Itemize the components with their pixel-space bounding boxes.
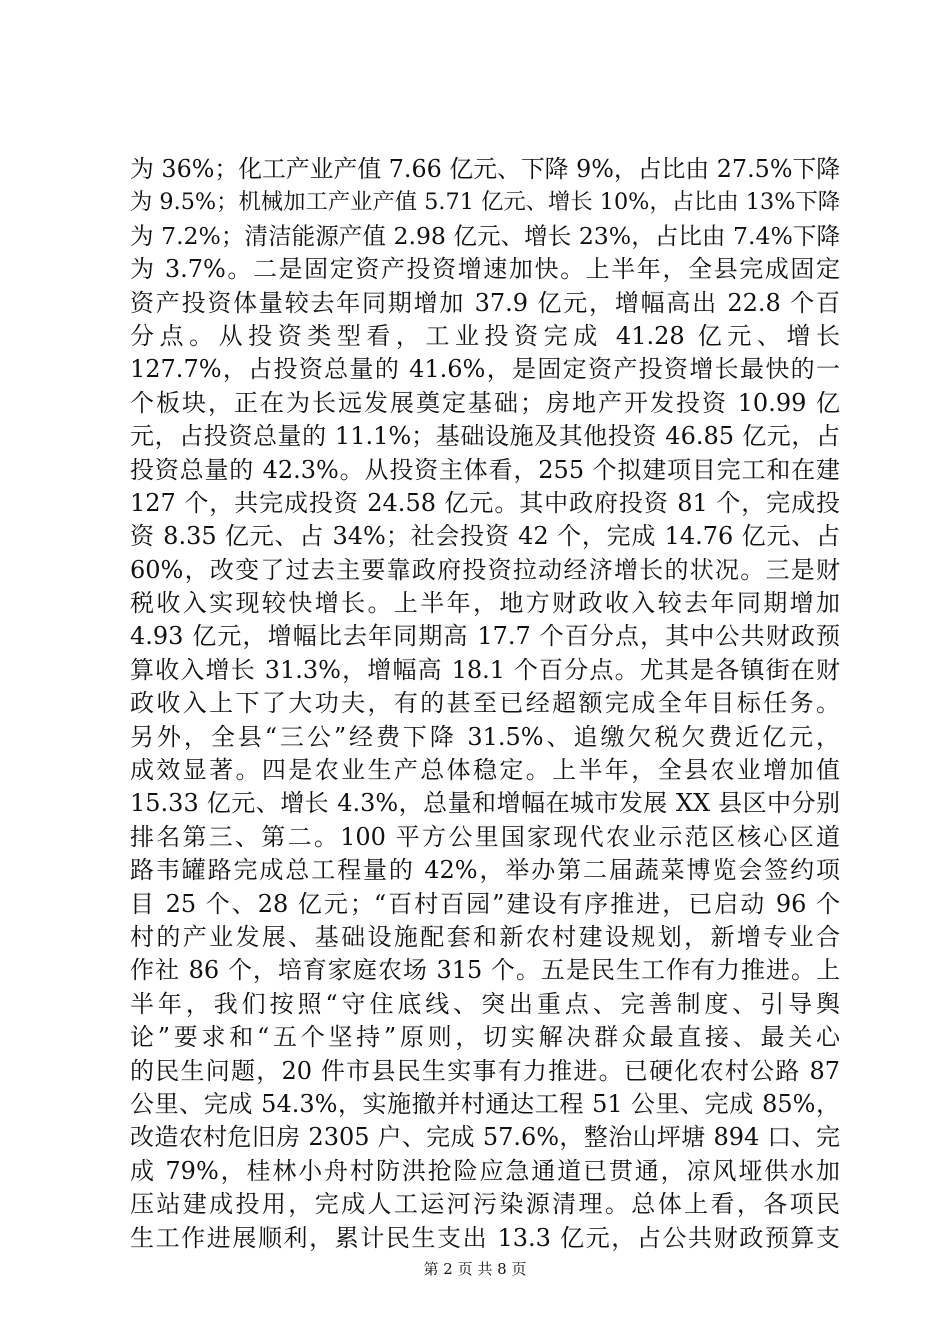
text-line: 4.93 亿元，增幅比去年同期高 17.7 个百分点，其中公共财政预 [130, 622, 840, 651]
text-line: 村的产业发展、基础设施配套和新农村建设规划，新增专业合 [130, 922, 840, 951]
text-line: 税收入实现较快增长。上半年，地方财政收入较去年同期增加 [130, 589, 840, 618]
text-line: 作社 86 个，培育家庭农场 315 个。五是民生工作有力推进。上 [130, 956, 840, 985]
text-line: 分点。从投资类型看，工业投资完成 41.28 亿元、增长 [130, 321, 840, 350]
body-text [130, 153, 840, 1255]
text-line: 15.33 亿元、增长 4.3%，总量和增幅在城市发展 XX 县区中分别 [130, 789, 840, 818]
text-line: 改造农村危旧房 2305 户、完成 57.6%，整治山坪塘 894 口、完 [130, 1123, 840, 1152]
text-line: 成效显著。四是农业生产总体稳定。上半年，全县农业增加值 [130, 756, 840, 785]
page-footer: 第 2 页 共 8 页 [423, 1260, 527, 1278]
text-line: 生工作进展顺利，累计民生支出 13.3 亿元，占公共财政预算支 [130, 1223, 840, 1252]
text-line: 127 个，共完成投资 24.58 亿元。其中政府投资 81 个，完成投 [130, 488, 840, 517]
text-line: 为 7.2%；清洁能源产值 2.98 亿元、增长 23%，占比由 7.4%下降 [130, 221, 840, 250]
text-line: 论”要求和“五个坚持”原则，切实解决群众最直接、最关心 [130, 1023, 840, 1052]
text-line: 成 79%，桂林小舟村防洪抢险应急通道已贯通，凉风垭供水加 [130, 1156, 840, 1185]
text-line: 算收入增长 31.3%，增幅高 18.1 个百分点。尤其是各镇街在财 [130, 655, 840, 684]
text-line: 元，占投资总量的 11.1%；基础设施及其他投资 46.85 亿元，占 [130, 422, 840, 451]
text-line: 投资总量的 42.3%。从投资主体看，255 个拟建项目完工和在建 [130, 455, 840, 484]
text-line: 资 8.35 亿元、占 34%；社会投资 42 个，完成 14.76 亿元、占 [130, 522, 840, 551]
text-line: 资产投资体量较去年同期增加 37.9 亿元，增幅高出 22.8 个百 [130, 288, 840, 317]
text-line: 为 9.5%；机械加工产业产值 5.71 亿元、增长 10%，占比由 13%下降 [130, 189, 840, 216]
text-line: 60%，改变了过去主要靠政府投资拉动经济增长的状况。三是财 [130, 555, 840, 584]
text-line: 路韦罐路完成总工程量的 42%，举办第二届蔬菜博览会签约项 [130, 856, 840, 885]
text-line: 个板块，正在为长远发展奠定基础；房地产开发投资 10.99 亿 [130, 388, 840, 417]
text-line: 半年，我们按照“守住底线、突出重点、完善制度、引导舆 [130, 989, 840, 1018]
text-line: 为 36%；化工产业产值 7.66 亿元、下降 9%，占比由 27.5%下降 [130, 155, 840, 183]
text-line: 127.7%，占投资总量的 41.6%，是固定资产投资增长最快的一 [130, 355, 840, 384]
text-line: 为 3.7%。二是固定资产投资增速加快。上半年，全县完成固定 [130, 255, 840, 284]
text-line: 排名第三、第二。100 平方公里国家现代农业示范区核心区道 [130, 822, 840, 851]
text-line: 公里、完成 54.3%，实施撤并村通达工程 51 公里、完成 85%， [130, 1089, 840, 1118]
text-line: 目 25 个、28 亿元；“百村百园”建设有序推进，已启动 96 个 [130, 889, 840, 918]
text-line: 的民生问题，20 件市县民生实事有力推进。已硬化农村公路 87 [130, 1056, 840, 1085]
text-line: 另外，全县“三公”经费下降 31.5%、追缴欠税欠费近亿元， [130, 722, 840, 751]
text-line: 政收入上下了大功夫，有的甚至已经超额完成全年目标任务。 [130, 689, 840, 718]
text-line: 压站建成投用，完成人工运河污染源清理。总体上看，各项民 [130, 1190, 840, 1219]
